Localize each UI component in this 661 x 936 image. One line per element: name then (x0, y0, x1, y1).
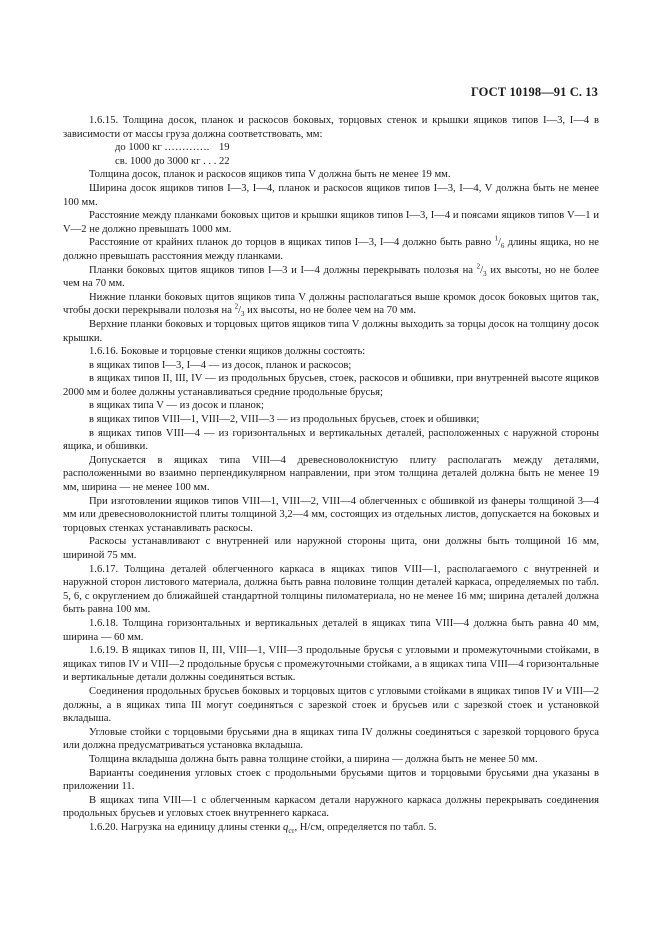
paragraph-1-6-20: 1.6.20. Нагрузка на единицу длины стенки $q_{ст}$, Н/см, определяется по табл. 5. (89, 821, 437, 835)
paragraph-1-6-16: 1.6.16. Боковые и торцовые стенки ящиков должны состоять: (89, 346, 366, 358)
paragraph-1-6-17: 1.6.17. Толщина деталей облегченного каркаса в ящиках типов VIII—1, располагаемого с внутренней и наружной сторон листового материала, должна быть равна половине толщин деталей каркаса, определяемых по табл. 5, 6, с округлением до ближайшей стандартной толщины пиломатериала, но не менее 16 мм; ширина деталей должна быть равна 100 мм. (63, 563, 599, 616)
list-item: в ящиках типа V — из досок и планок; (89, 400, 264, 412)
list-item: в ящиках типов VIII—1, VIII—2, VIII—3 — из продольных брусьев, стоек и обшивки; (89, 414, 480, 426)
document-body (63, 114, 599, 834)
paragraph: Толщина досок, планок и раскосов ящиков типа V должна быть не менее 19 мм. (89, 169, 451, 181)
variable-q: q (283, 821, 289, 833)
mass-row-2-value: 22 (219, 155, 230, 167)
list-item: в ящиках типов I—3, I—4 — из досок, планок и раскосов; (89, 359, 352, 371)
paragraph: Ширина досок ящиков типов I—3, I—4, планок и раскосов ящиков типов I—3, I—4, V должна быть не менее 100 мм. (63, 182, 599, 208)
fraction-numerator: 1 (494, 234, 498, 243)
paragraph: Расстояние от крайних планок до торцов в ящиках типов I—3, I—4 должно быть равно $^1/_6$ длины ящика, но не должно превышать расстояния между планками. (63, 234, 599, 262)
paragraph: При изготовлении ящиков типов VIII—1, VIII—2, VIII—4 облегченных с обшивкой из фанеры толщиной 3—4 мм или древесноволокнистой плиты толщиной 3,2—4 мм, состоящих из отдельных листов, допускается на боковых и торцовых стенках устанавливать раскосы. (63, 495, 599, 534)
mass-row-2-label: св. 1000 до 3000 кг . . . (115, 155, 217, 167)
variable-subscript: ст (288, 826, 295, 835)
paragraph: Угловые стойки с торцовыми брусьями дна в ящиках типа IV должны соединяться с зарезкой торцового бруса или должна предусматриваться установка вкладыша. (63, 726, 599, 752)
fraction-numerator: 2 (234, 302, 239, 311)
fraction-denominator: 3 (483, 269, 487, 278)
page-header: ГОСТ 10198—91 С. 13 (470, 85, 598, 99)
paragraph-1-6-18: 1.6.18. Толщина горизонтальных и вертикальных деталей в ящиках типа VIII—4 должна быть равна 40 мм, ширина — 60 мм. (63, 617, 599, 643)
fraction-denominator: 6 (500, 242, 505, 251)
paragraph-1-6-15: 1.6.15. Толщина досок, планок и раскосов боковых, торцовых стенок и крышки ящиков типов I—3, I—4 в зависимости от массы груза должна соответствовать, мм: (63, 115, 599, 140)
paragraph: Соединения продольных брусьев боковых и торцовых щитов с угловыми стойками в ящиках типов IV и VIII—2 должны, а в ящиках типа III могут соединяться с зарезкой стоек и брусьев или с зарезкой стоек и установкой вкладыша. (63, 685, 599, 725)
paragraph: Расстояние между планками боковых щитов и крышки ящиков типов I—3, I—4 и поясами ящиков типов V—1 и V—2 не должно превышать 1000 мм. (63, 210, 599, 235)
paragraph-1-6-19: 1.6.19. В ящиках типов II, III, VIII—1, VIII—3 продольные брусья с угловыми и промежуточными стойками, в ящиках типов IV и VIII—2 продольные брусья с промежуточными стойками, а в ящиках типа VIII—4 горизонтальные и вертикальные детали должны соединяться встык. (63, 645, 599, 684)
fraction-denominator: 3 (241, 310, 245, 319)
mass-row-2 (63, 155, 599, 169)
paragraph: Толщина вкладыша должна быть равна толщине стойки, а ширина — должна быть не менее 50 мм. (89, 753, 538, 765)
mass-row-1-label: до 1000 кг …………. (115, 142, 210, 154)
list-item: в ящиках типов II, III, IV — из продольных брусьев, стоек, раскосов и обшивки, при внутренней высоте ящиков 2000 мм и более должны устанавливаться средние продольные брусья; (63, 373, 599, 398)
fraction-numerator: 2 (476, 262, 481, 270)
paragraph: Нижние планки боковых щитов ящиков типа V должны располагаться выше кромок досок боковых щитов так, чтобы доски перекрывали полозья на $^2/_3$ их высоты, но не более чем на 70 мм. (63, 291, 599, 319)
mass-row-1-value: 19 (219, 142, 230, 154)
paragraph: Планки боковых щитов ящиков типов I—3 и I—4 должны перекрывать полозья на $^2/_3$ их высоты, но не более чем на 70 мм. (63, 262, 599, 290)
mass-row-1 (63, 141, 599, 155)
paragraph: Раскосы устанавливают с внутренней или наружной стороны щита, они должны быть толщиной 16 мм, шириной 75 мм. (63, 536, 599, 561)
paragraph: Верхние планки боковых и торцовых щитов ящиков типа V должны выходить за торцы досок на толщину досок крышки. (63, 318, 599, 344)
paragraph: Допускается в ящиках типа VIII—4 древесноволокнистую плиту располагать между деталями, расположенными во взаимно перпендикулярном направлении, при этом толщина деталей должна быть не менее 19 мм, ширина — не менее 100 мм. (63, 454, 599, 494)
list-item: в ящиках типов VIII—4 — из горизонтальных и вертикальных деталей, расположенных с наружной стороны ящика, и обшивки. (63, 427, 599, 453)
paragraph: Варианты соединения угловых стоек с продольными брусьями щитов и торцовыми брусьями дна указаны в приложении 11. (63, 767, 599, 793)
paragraph: В ящиках типа VIII—1 с облегченным каркасом детали наружного каркаса должны перекрывать соединения продольных брусьев и угловых стоек внутреннего каркаса. (63, 794, 599, 820)
